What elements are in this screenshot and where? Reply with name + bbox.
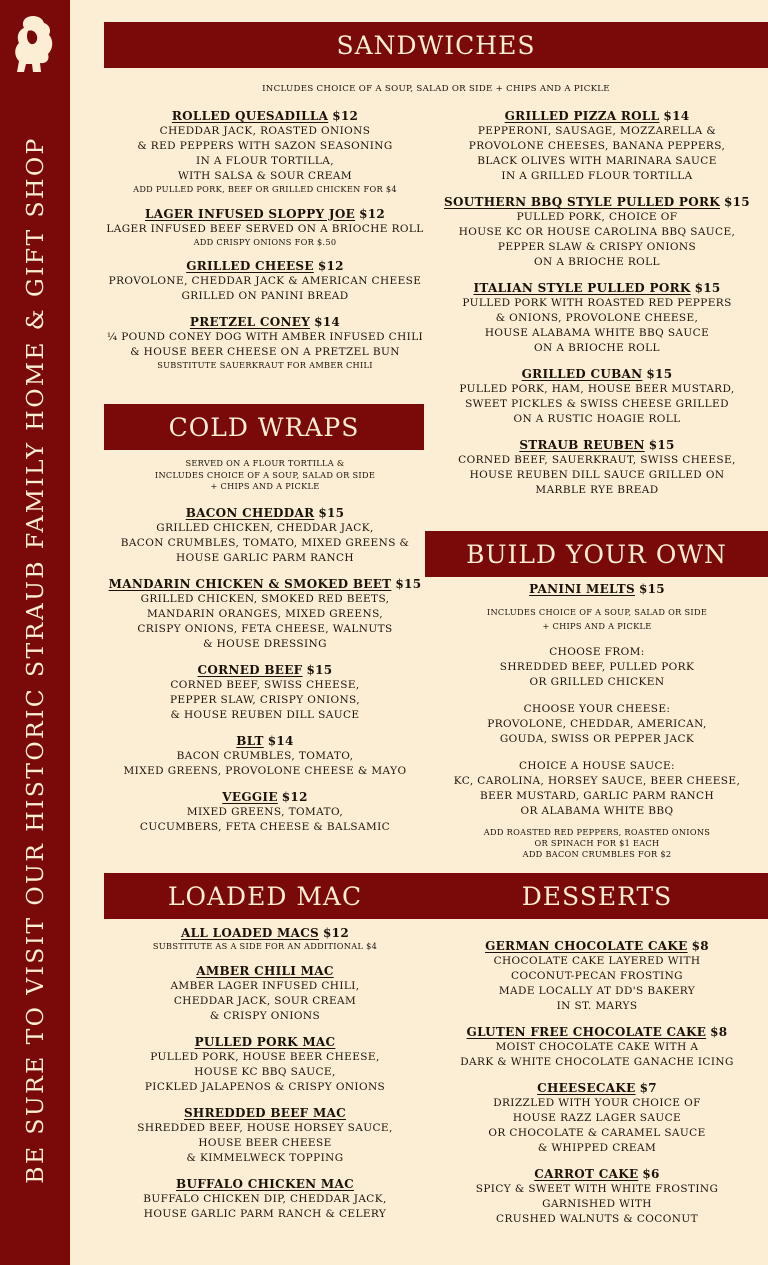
item-price: $15 <box>638 582 665 596</box>
menu-item <box>106 108 424 196</box>
item-name: PULLED PORK MAC <box>194 1034 336 1049</box>
menu-item-title <box>106 108 424 124</box>
note-line: INCLUDES CHOICE OF A SOUP, SALAD OR SIDE <box>486 607 708 617</box>
item-spacer <box>106 1095 424 1105</box>
menu-item <box>106 206 424 249</box>
menu-item <box>106 789 424 835</box>
item-price: $15 <box>306 662 333 677</box>
item-description-line: & RED PEPPERS WITH SAZON SEASONING <box>137 140 393 152</box>
item-description-line: CHEDDAR JACK, SOUR CREAM <box>173 994 357 1007</box>
item-description-line: CRUSHED WALNUTS & COCONUT <box>496 1213 698 1225</box>
item-price: $15 <box>648 438 675 452</box>
menu-item <box>426 1166 768 1227</box>
item-price: $12 <box>281 789 308 804</box>
item-description-line: & HOUSE DRESSING <box>203 637 327 650</box>
item-spacer <box>426 427 768 437</box>
item-description-line: MIXED GREENS, TOMATO, <box>186 805 344 818</box>
item-spacer <box>426 356 768 366</box>
item-description-line: HOUSE KC BBQ SAUCE, <box>194 1065 336 1078</box>
item-name: AMBER CHILI MAC <box>196 963 334 978</box>
item-description-line: IN A FLOUR TORTILLA, <box>196 155 334 167</box>
note-line: ADD ROASTED RED PEPPERS, ROASTED ONIONS <box>483 827 711 837</box>
item-description-line: OR CHOCOLATE & CARAMEL SAUCE <box>488 1127 706 1139</box>
item-description-line: CUCUMBERS, FETA CHEESE & BALSAMIC <box>139 820 391 833</box>
option-line: SHREDDED BEEF, PULLED PORK <box>499 661 695 673</box>
item-description-line: PEPPER SLAW, CRISPY ONIONS, <box>169 693 361 706</box>
item-spacer <box>426 1156 768 1166</box>
item-name: CORNED BEEF <box>197 662 303 677</box>
menu-item <box>426 938 768 1014</box>
item-name: BLT <box>236 733 264 748</box>
item-name: LAGER INFUSED SLOPPY JOE <box>144 206 356 221</box>
item-name: VEGGIE <box>222 789 278 804</box>
sandwiches-note: INCLUDES CHOICE OF A SOUP, SALAD OR SIDE + CHIPS AND A PICKLE <box>262 84 610 94</box>
menu-item <box>106 505 424 566</box>
menu-item <box>106 662 424 723</box>
menu-item-title <box>106 925 424 941</box>
menu-item-title <box>106 789 424 805</box>
item-price: $15 <box>395 576 422 591</box>
option-line: PROVOLONE, CHEDDAR, AMERICAN, <box>487 718 707 730</box>
item-description-line: WITH SALSA & SOUR CREAM <box>177 170 353 182</box>
item-description-line: HOUSE GARLIC PARM RANCH <box>176 551 354 564</box>
item-description-line: GARNISHED WITH <box>542 1198 652 1210</box>
item-price: $14 <box>267 733 294 748</box>
cold-wraps-note <box>106 458 424 493</box>
item-description-line: CRISPY ONIONS, FETA CHEESE, WALNUTS <box>137 622 393 635</box>
menu-item <box>106 925 424 953</box>
note-line: OR SPINACH FOR $1 EACH <box>534 838 660 848</box>
item-description-line: HOUSE GARLIC PARM RANCH & CELERY <box>143 1207 387 1220</box>
item-description-line: MARBLE RYE BREAD <box>535 484 659 496</box>
item-spacer <box>106 566 424 576</box>
item-description-line: MOIST CHOCOLATE CAKE WITH A <box>495 1041 699 1053</box>
item-name: GLUTEN FREE CHOCOLATE CAKE <box>466 1025 707 1039</box>
item-description-line: CHOCOLATE CAKE LAYERED WITH <box>493 955 701 967</box>
build-your-own-column <box>426 581 768 860</box>
item-description-line: ON A BRIOCHE ROLL <box>534 342 660 354</box>
item-description-line: AMBER LAGER INFUSED CHILI, <box>170 979 360 992</box>
menu-item-title <box>426 1024 768 1040</box>
item-description-line: HOUSE KC OR HOUSE CAROLINA BBQ SAUCE, <box>458 226 736 238</box>
build-your-own-heading: BUILD YOUR OWN <box>425 531 768 577</box>
item-description-line: PULLED PORK WITH ROASTED RED PEPPERS <box>462 297 732 309</box>
menu-item <box>106 1105 424 1166</box>
sandwiches-right-column <box>426 108 768 498</box>
item-description-line: GRILLED ON PANINI BREAD <box>181 290 349 302</box>
item-name: SHREDDED BEEF MAC <box>183 1105 347 1120</box>
note-line: + CHIPS AND A PICKLE <box>542 621 652 631</box>
option-line: KC, CAROLINA, HORSEY SAUCE, BEER CHEESE, <box>453 775 741 787</box>
item-description-line: BACON CRUMBLES, TOMATO, MIXED GREENS & <box>120 536 410 549</box>
item-description-line: LAGER INFUSED BEEF SERVED ON A BRIOCHE ROLL <box>106 222 424 235</box>
menu-item-title <box>106 1105 424 1121</box>
item-price: $7 <box>639 1081 657 1095</box>
option-line: OR GRILLED CHICKEN <box>529 676 665 688</box>
item-description-line: BUFFALO CHICKEN DIP, CHEDDAR JACK, <box>143 1192 387 1205</box>
item-description-line: HOUSE BEER CHEESE <box>198 1136 332 1149</box>
item-description-line: BACON CRUMBLES, TOMATO, <box>176 749 354 762</box>
note-line: SERVED ON A FLOUR TORTILLA & <box>185 458 345 468</box>
option-group <box>426 645 768 690</box>
item-price: $15 <box>694 281 721 295</box>
menu-item <box>426 280 768 356</box>
menu-item-title <box>106 733 424 749</box>
menu-item <box>426 1024 768 1070</box>
item-spacer <box>106 723 424 733</box>
item-name: GRILLED CUBAN <box>521 367 643 381</box>
menu-item-title <box>426 280 768 296</box>
item-spacer <box>106 1166 424 1176</box>
item-name: SOUTHERN BBQ STYLE PULLED PORK <box>444 195 720 209</box>
item-price: $12 <box>323 926 349 940</box>
item-description-line: CHEDDAR JACK, ROASTED ONIONS <box>159 125 371 137</box>
option-line: BEER MUSTARD, GARLIC PARM RANCH <box>479 790 715 802</box>
item-price: $12 <box>332 109 359 123</box>
menu-item-title <box>106 963 424 979</box>
menu-item-title <box>106 314 424 330</box>
item-price: $8 <box>710 1025 728 1039</box>
item-name: BUFFALO CHICKEN MAC <box>176 1176 354 1191</box>
item-price: $15 <box>723 195 750 209</box>
item-description-line: HOUSE REUBEN DILL SAUCE GRILLED ON <box>469 469 725 481</box>
item-description-line: PEPPER SLAW & CRISPY ONIONS <box>497 241 697 253</box>
item-description-line: ¼ POUND CONEY DOG WITH AMBER INFUSED CHILI <box>106 331 424 343</box>
item-description-line: PROVOLONE CHEESES, BANANA PEPPERS, <box>468 140 726 152</box>
item-spacer <box>426 1014 768 1024</box>
item-description-line: & HOUSE BEER CHEESE ON A PRETZEL BUN <box>130 346 400 358</box>
item-description-line: DRIZZLED WITH YOUR CHOICE OF <box>493 1097 701 1109</box>
option-line: GOUDA, SWISS OR PEPPER JACK <box>499 733 695 745</box>
item-description-line: MADE LOCALLY AT DD'S BAKERY <box>498 985 696 997</box>
sidebar <box>0 0 70 1265</box>
item-description-line: HOUSE RAZZ LAGER SAUCE <box>512 1112 682 1124</box>
item-description-line: GRILLED CHICKEN, SMOKED RED BEETS, <box>140 592 390 605</box>
menu-item <box>106 733 424 779</box>
item-name: ITALIAN STYLE PULLED PORK <box>473 281 691 295</box>
item-name: BACON CHEDDAR <box>185 505 315 520</box>
item-description-line: & ONIONS, PROVOLONE CHEESE, <box>495 312 699 324</box>
menu-item <box>426 366 768 427</box>
item-note: SUBSTITUTE AS A SIDE FOR AN ADDITIONAL $4 <box>152 941 378 951</box>
item-name: GRILLED PIZZA ROLL <box>504 109 660 123</box>
item-price: $8 <box>691 939 709 953</box>
item-description-line: GRILLED CHICKEN, CHEDDAR JACK, <box>156 521 374 534</box>
item-price: $6 <box>642 1167 660 1181</box>
item-name: ALL LOADED MACS <box>181 926 320 940</box>
menu-item-title <box>106 1034 424 1050</box>
option-line: OR ALABAMA WHITE BBQ <box>520 805 674 817</box>
menu-item-title <box>106 206 424 222</box>
menu-item-title <box>426 938 768 954</box>
item-description-line: SHREDDED BEEF, HOUSE HORSEY SAUCE, <box>137 1121 393 1134</box>
item-spacer <box>106 196 424 206</box>
item-name: PRETZEL CONEY <box>189 315 311 329</box>
item-spacer <box>106 953 424 963</box>
item-description-line: PULLED PORK, HAM, HOUSE BEER MUSTARD, <box>459 383 735 395</box>
build-your-own-note <box>426 605 768 633</box>
item-price: $12 <box>359 206 386 221</box>
menu-item-title <box>106 662 424 678</box>
menu-item <box>426 437 768 498</box>
item-price: $15 <box>318 505 345 520</box>
option-group-label: CHOICE A HOUSE SAUCE: <box>519 760 675 772</box>
item-description-line: DARK & WHITE CHOCOLATE GANACHE ICING <box>460 1056 734 1068</box>
item-description-line: PULLED PORK, HOUSE BEER CHEESE, <box>150 1050 380 1063</box>
item-description-line: MIXED GREENS, PROVOLONE CHEESE & MAYO <box>123 764 407 777</box>
item-description-line: ON A BRIOCHE ROLL <box>534 256 660 268</box>
item-spacer <box>106 652 424 662</box>
option-group-label: CHOOSE FROM: <box>549 646 645 658</box>
item-description-line: MANDARIN ORANGES, MIXED GREENS, <box>146 607 384 620</box>
menu-item-title <box>106 576 424 592</box>
menu-item-title <box>426 1166 768 1182</box>
item-note: ADD CRISPY ONIONS FOR $.50 <box>193 236 337 247</box>
item-description-line: ON A RUSTIC HOAGIE ROLL <box>513 413 681 425</box>
item-price: $14 <box>314 315 341 329</box>
item-spacer <box>426 1070 768 1080</box>
item-description-line: SPICY & SWEET WITH WHITE FROSTING <box>475 1183 719 1195</box>
menu-item <box>106 963 424 1024</box>
item-spacer <box>106 779 424 789</box>
build-your-own-extras <box>426 827 768 860</box>
item-name: GERMAN CHOCOLATE CAKE <box>485 939 688 953</box>
item-note: SUBSTITUTE SAUERKRAUT FOR AMBER CHILI <box>157 360 373 370</box>
note-line: INCLUDES CHOICE OF A SOUP, SALAD OR SIDE <box>154 469 376 480</box>
option-group-label: CHOOSE YOUR CHEESE: <box>523 703 671 715</box>
menu-item <box>426 1080 768 1156</box>
item-name: CHEESECAKE <box>537 1081 636 1095</box>
menu-item <box>106 258 424 304</box>
item-name: PANINI MELTS <box>529 582 635 596</box>
item-name: MANDARIN CHICKEN & SMOKED BEET <box>108 576 392 591</box>
item-price: $12 <box>317 259 344 273</box>
item-description-line: PICKLED JALAPENOS & CRISPY ONIONS <box>144 1080 386 1093</box>
item-spacer <box>426 270 768 280</box>
item-note: ADD PULLED PORK, BEEF OR GRILLED CHICKEN FOR $4 <box>133 184 397 194</box>
option-group <box>426 702 768 747</box>
sidebar-promo-text: BE SURE TO VISIT OUR HISTORIC STRAUB FAMILY HOME & GIFT SHOP <box>21 136 49 1184</box>
menu-item <box>426 194 768 270</box>
item-description-line: PROVOLONE, CHEDDAR JACK & AMERICAN CHEESE <box>108 275 422 287</box>
menu-item-title <box>426 194 768 210</box>
item-description-line: BLACK OLIVES WITH MARINARA SAUCE <box>477 155 717 167</box>
menu-item-title <box>426 437 768 453</box>
menu-item <box>106 314 424 372</box>
loaded-mac-column <box>106 925 424 1222</box>
item-description-line: SWEET PICKLES & SWISS CHEESE GRILLED <box>465 398 729 410</box>
item-description-line: HOUSE ALABAMA WHITE BBQ SAUCE <box>484 327 710 339</box>
sandwiches-left-column <box>106 108 424 372</box>
menu-item-title <box>426 1080 768 1096</box>
note-line: ADD BACON CRUMBLES FOR $2 <box>522 849 672 859</box>
menu-item <box>106 1176 424 1222</box>
item-description-line: IN A GRILLED FLOUR TORTILLA <box>501 170 693 182</box>
item-description-line: & CRISPY ONIONS <box>209 1009 321 1022</box>
item-spacer <box>426 184 768 194</box>
cold-wraps-heading: COLD WRAPS <box>104 404 424 450</box>
item-description-line: COCONUT-PECAN FROSTING <box>511 970 683 982</box>
item-price: $15 <box>646 367 673 381</box>
note-line: + CHIPS AND A PICKLE <box>210 481 320 491</box>
cold-wraps-items <box>106 505 424 835</box>
item-spacer <box>106 304 424 314</box>
item-price: $14 <box>663 109 690 123</box>
item-description-line: PEPPERONI, SAUSAGE, MOZZARELLA & <box>477 125 717 137</box>
loaded-mac-heading: LOADED MAC <box>104 873 426 919</box>
cold-wraps-column <box>106 458 424 835</box>
desserts-column <box>426 938 768 1227</box>
item-name: CARROT CAKE <box>534 1167 639 1181</box>
menu-item-title <box>426 108 768 124</box>
bear-logo-icon <box>12 14 56 76</box>
menu-item <box>106 1034 424 1095</box>
sandwiches-heading: SANDWICHES <box>104 22 768 68</box>
item-name: GRILLED CHEESE <box>186 259 314 273</box>
menu-item-title <box>106 505 424 521</box>
item-description-line: & KIMMELWECK TOPPING <box>186 1151 344 1164</box>
item-description-line: & HOUSE REUBEN DILL SAUCE <box>170 708 360 721</box>
item-name: ROLLED QUESADILLA <box>171 109 329 123</box>
desserts-heading: DESSERTS <box>426 873 768 919</box>
menu-item-title <box>106 258 424 274</box>
build-your-own-groups <box>426 645 768 819</box>
item-description-line: IN ST. MARYS <box>556 1000 638 1012</box>
item-description-line: CORNED BEEF, SAUERKRAUT, SWISS CHEESE, <box>458 454 736 466</box>
item-description-line: & WHIPPED CREAM <box>537 1142 657 1154</box>
menu-item-title <box>426 581 768 597</box>
item-spacer <box>106 1024 424 1034</box>
menu-item-title <box>426 366 768 382</box>
item-description-line: CORNED BEEF, SWISS CHEESE, <box>170 678 360 691</box>
item-description-line: PULLED PORK, CHOICE OF <box>516 211 678 223</box>
item-spacer <box>106 248 424 258</box>
option-group <box>426 759 768 819</box>
item-name: STRAUB REUBEN <box>519 438 645 452</box>
menu-item <box>106 576 424 652</box>
menu-item <box>426 108 768 184</box>
menu-item-title <box>106 1176 424 1192</box>
